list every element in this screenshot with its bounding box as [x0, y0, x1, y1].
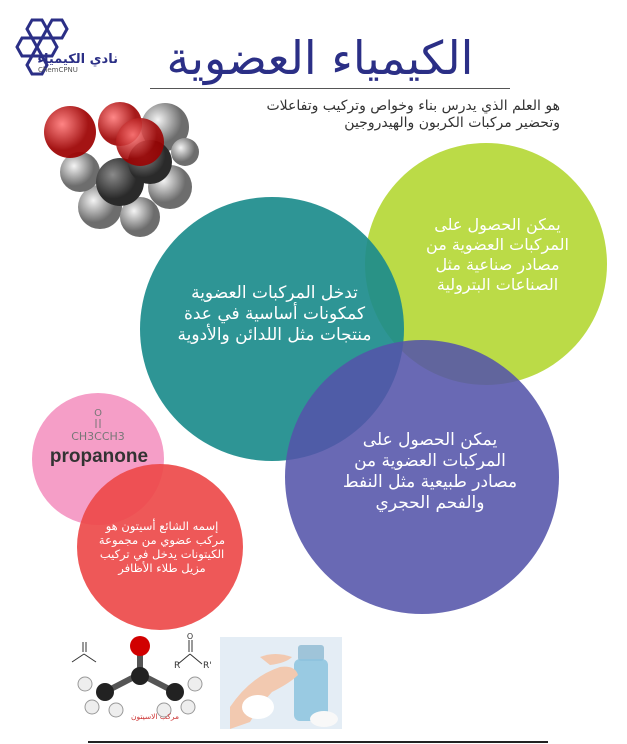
skeleton-oxygen: O [186, 632, 194, 641]
bottom-divider [88, 741, 548, 743]
nail-polish-remover-photo [220, 637, 342, 729]
title-divider [150, 88, 510, 89]
formula-main: CH3CCH3 [71, 430, 125, 443]
natural-sources-text: يمكن الحصول على المركبات العضوية من مصادر طبيعية مثل النفط والفحم الحجري [342, 430, 518, 513]
acetone-structure-image [60, 632, 220, 724]
skeleton-r-prime: R' [203, 661, 212, 671]
industrial-sources-text: يمكن الحصول على المركبات العضوية من مصادر صناعية مثل الصناعات البترولية [426, 215, 569, 294]
definition-line-2: وتحضير مركبات الكربون والهيدروجين [344, 115, 560, 131]
uses-text: تدخل المركبات العضوية كمكونات أساسية في عدة منتجات مثل اللدائن والأدوية [177, 283, 372, 345]
formula-oxygen: O [94, 408, 102, 419]
definition-line-1: هو العلم الذي يدرس بناء وخواص وتركيب وتفاعلات [266, 98, 560, 114]
propanone-label: propanone [49, 446, 149, 467]
acetone-description-text: إسمه الشائع أسيتون هو مركب عضوي من مجموعة الكيتونات يدخل في تركيب مزيل طلاء الأظافر [98, 519, 226, 575]
skeleton-r: R [174, 661, 181, 671]
page-title: الكيمياء العضوية [166, 31, 474, 85]
chem-club-logo [12, 12, 122, 90]
acetone-caption: مركب الاسيتون [130, 712, 180, 721]
definition-text [215, 98, 560, 132]
logo-arabic-name: نادي الكيمياء [37, 52, 118, 67]
logo-english-name: ChemCPNU [38, 66, 78, 74]
molecule-model-image [40, 92, 200, 247]
propanone-formula [32, 404, 164, 444]
